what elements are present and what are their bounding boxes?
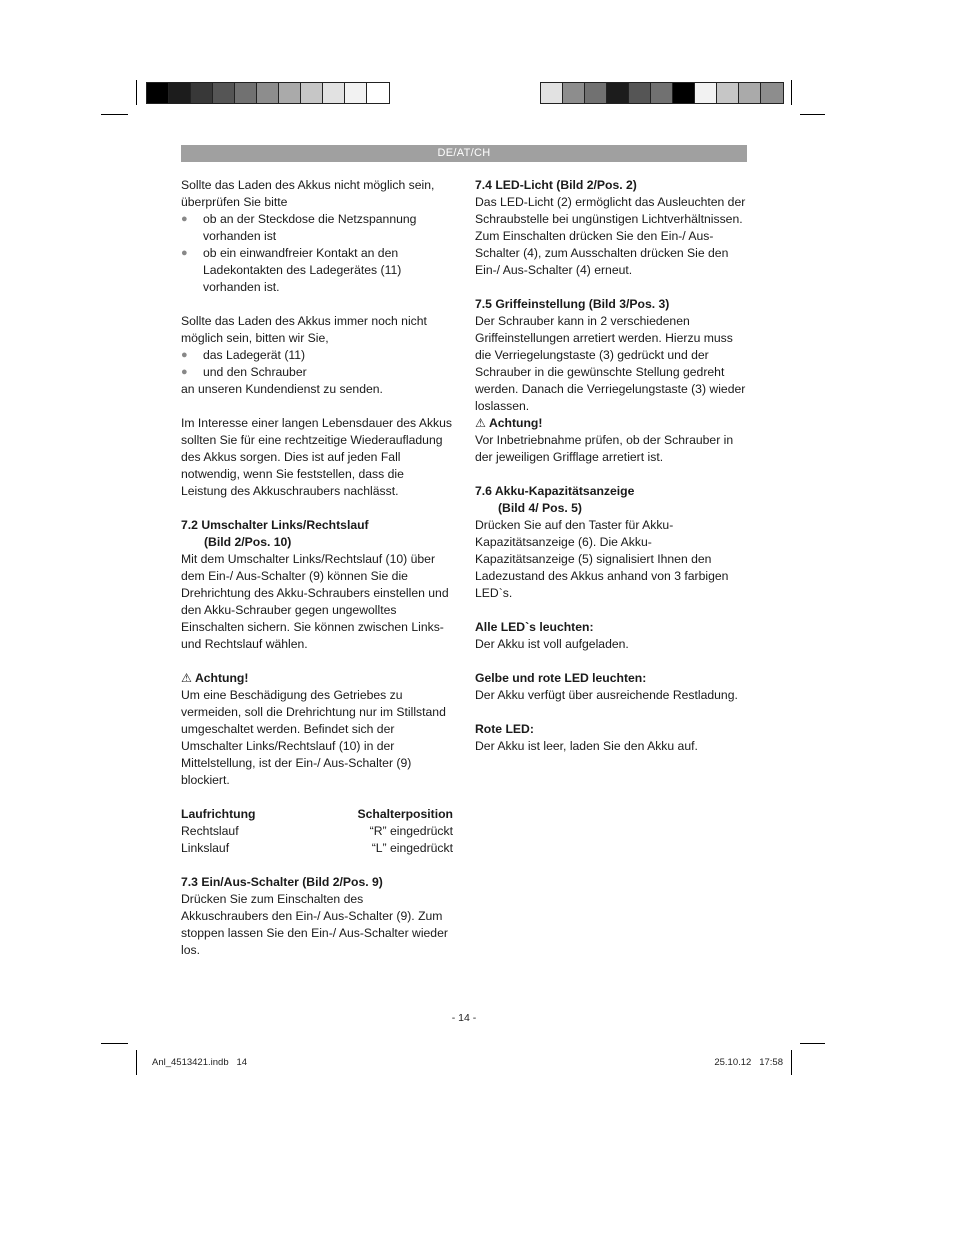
paragraph: Drücken Sie auf den Taster für Akku-Kapazitätsanzeige (6). Die Akku-Kapazitätsanzeige (5) signalisiert Ihnen den Ladezustand des Akkus anhand von 3 farbigen LED`s.	[475, 518, 729, 600]
bullet-icon: ●	[181, 366, 188, 378]
crop-mark	[800, 1043, 825, 1044]
color-swatch	[739, 83, 761, 103]
crop-mark	[791, 1050, 792, 1075]
crop-mark	[800, 114, 825, 115]
color-swatch	[191, 83, 213, 103]
list-item: ● und den Schrauber	[181, 365, 307, 379]
section-heading-7-2: 7.2 Umschalter Links/Rechtslauf (Bild 2/Pos. 10)	[181, 518, 369, 549]
paragraph: Sollte das Laden des Akkus immer noch nicht möglich sein, bitten wir Sie,	[181, 314, 427, 345]
color-swatch	[541, 83, 563, 103]
paragraph: Mit dem Umschalter Links/Rechtslauf (10) über dem Ein-/ Aus-Schalter (9) können Sie die Drehrichtung des Akku-Schraubers einstellen und den Akku-Schrauber gegen ungewolltes Einschalten sichern. Sie können zwischen Links-und Rechtslauf wählen.	[181, 552, 449, 651]
crop-mark	[136, 80, 137, 105]
color-bar-right	[540, 82, 784, 104]
color-swatch	[673, 83, 695, 103]
section-heading-7-3: 7.3 Ein/Aus-Schalter (Bild 2/Pos. 9)	[181, 875, 383, 889]
paragraph: Der Schrauber kann in 2 verschiedenen Griffeinstellungen arretiert werden. Hierzu muss die Verriegelungstaste (3) gedrückt und der Schrauber in die gewünschte Stellung gedreht werden. Danach die Verriegelungstaste (3) wieder loslassen.	[475, 314, 746, 413]
color-swatch	[761, 83, 783, 103]
paragraph: Der Akku ist leer, laden Sie den Akku auf.	[475, 739, 698, 753]
color-swatch	[367, 83, 389, 103]
warning-label: ⚠ Achtung!	[475, 416, 543, 430]
color-swatch	[301, 83, 323, 103]
right-column	[475, 177, 747, 755]
section-heading-7-5: 7.5 Griffeinstellung (Bild 3/Pos. 3)	[475, 297, 670, 311]
bullet-icon: ●	[181, 213, 188, 225]
led-heading-yellow-red: Gelbe und rote LED leuchten:	[475, 671, 647, 685]
color-swatch	[345, 83, 367, 103]
color-swatch	[629, 83, 651, 103]
color-swatch	[651, 83, 673, 103]
warning-label: ⚠ Achtung!	[181, 671, 249, 685]
paragraph: Vor Inbetriebnahme prüfen, ob der Schrauber in der jeweiligen Grifflage arretiert ist.	[475, 433, 734, 464]
crop-mark	[791, 80, 792, 105]
file-info: Anl_4513421.indb 14	[152, 1057, 248, 1068]
section-heading-7-4: 7.4 LED-Licht (Bild 2/Pos. 2)	[475, 178, 637, 192]
color-swatch	[147, 83, 169, 103]
paragraph: an unseren Kundendienst zu senden.	[181, 382, 383, 396]
paragraph: Drücken Sie zum Einschalten des Akkuschraubers den Ein-/ Aus-Schalter (9). Zum stoppen lassen Sie den Ein-/ Aus-Schalter wieder los.	[181, 892, 448, 957]
color-swatch	[585, 83, 607, 103]
crop-mark	[136, 1050, 137, 1075]
crop-mark	[101, 114, 128, 115]
list-item: ● das Ladegerät (11)	[181, 348, 306, 362]
paragraph: Im Interesse einer langen Lebensdauer des Akkus sollten Sie für eine rechtzeitige Wiederaufladung des Akkus sorgen. Dies ist auf jeden Fall notwendig, wenn Sie feststellen, dass die Leistung des Akkuschraubers nachlässt.	[181, 416, 453, 498]
color-swatch	[717, 83, 739, 103]
paragraph: Sollte das Laden des Akkus nicht möglich sein, überprüfen Sie bitte	[181, 178, 435, 209]
left-column	[181, 177, 453, 959]
section-heading-7-6: 7.6 Akku-Kapazitätsanzeige (Bild 4/ Pos. 5)	[475, 484, 635, 515]
bullet-icon: ●	[181, 349, 188, 361]
paragraph: Um eine Beschädigung des Getriebes zu vermeiden, soll die Drehrichtung nur im Stillstand umgeschaltet werden. Befindet sich der Umschalter Links/Rechtslauf (10) in der Mittelstellung, ist der Ein-/ Aus-Schalter (9) blockiert.	[181, 688, 446, 787]
color-bar-left	[146, 82, 390, 104]
color-swatch	[213, 83, 235, 103]
bullet-icon: ●	[181, 247, 188, 259]
warning-icon: ⚠	[475, 416, 486, 430]
crop-mark	[101, 1043, 128, 1044]
paragraph: Der Akku verfügt über ausreichende Restladung.	[475, 688, 738, 702]
table-header: Laufrichtung Schalterposition	[181, 807, 453, 821]
warning-icon: ⚠	[181, 671, 192, 685]
list-item: ● ob an der Steckdose die Netzspannung vorhanden ist	[181, 212, 417, 243]
print-date: 25.10.12 17:58	[714, 1057, 783, 1068]
paragraph: Das LED-Licht (2) ermöglicht das Ausleuchten der Schraubstelle bei ungünstigen Lichtverhältnissen. Zum Einschalten drücken Sie den Ein-/ Aus-Schalter (4), zum Ausschalten drücken Sie den Ein-/ Aus-Schalter (4) erneut.	[475, 195, 746, 277]
page-number: - 14 -	[451, 1012, 477, 1024]
led-heading-red: Rote LED:	[475, 722, 534, 736]
color-swatch	[323, 83, 345, 103]
color-swatch	[235, 83, 257, 103]
color-swatch	[169, 83, 191, 103]
color-swatch	[563, 83, 585, 103]
color-swatch	[257, 83, 279, 103]
color-swatch	[695, 83, 717, 103]
color-swatch	[279, 83, 301, 103]
list-item: ● ob ein einwandfreier Kontakt an den Ladekontakten des Ladegerätes (11) vorhanden ist.	[181, 246, 402, 294]
color-swatch	[607, 83, 629, 103]
language-header-bar: DE/AT/CH	[181, 145, 747, 162]
table-row: Rechtslauf “R” eingedrückt	[181, 824, 453, 838]
led-heading-all: Alle LED`s leuchten:	[475, 620, 594, 634]
paragraph: Der Akku ist voll aufgeladen.	[475, 637, 629, 651]
table-row: Linkslauf “L” eingedrückt	[181, 841, 453, 855]
